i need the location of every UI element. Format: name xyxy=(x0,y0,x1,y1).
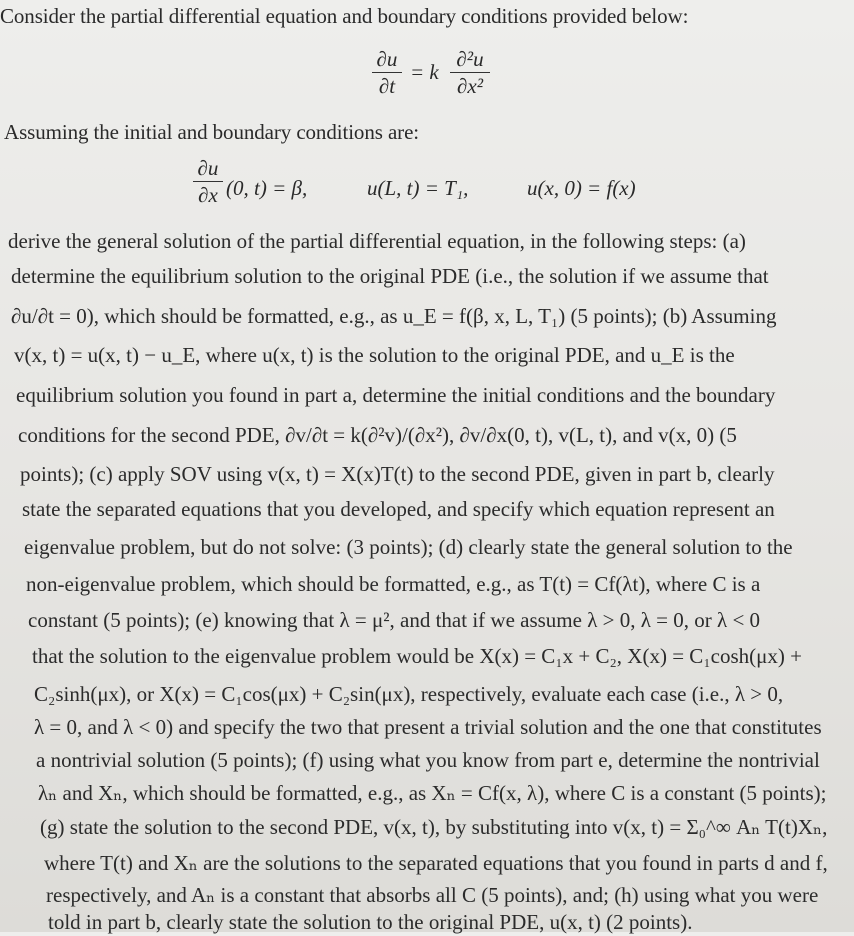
body-line: told in part b, clearly state the solution to the original PDE, u(x, t) (2 points). xyxy=(48,910,693,934)
body-line: λ = 0, and λ < 0) and specify the two that present a trivial solution and the one that constitutes xyxy=(34,715,822,739)
body-line: eigenvalue problem, but do not solve: (3 points); (d) clearly state the general solution to the xyxy=(24,535,793,559)
pde-rhs-fraction xyxy=(450,47,490,98)
pde-rhs-numerator: ∂²u xyxy=(456,47,484,71)
body-line: v(x, t) = u(x, t) − u_E, where u(x, t) is the solution to the original PDE, and u_E is the xyxy=(14,343,735,367)
body-line: conditions for the second PDE, ∂v/∂t = k(∂²v)/(∂x²), ∂v/∂x(0, t), v(L, t), and v(x, 0) (5 xyxy=(18,423,737,447)
body-line: determine the equilibrium solution to the original PDE (i.e., the solution if we assume that xyxy=(11,264,769,288)
body-line: respectively, and Aₙ is a constant that absorbs all C (5 points), and; (h) using what you were xyxy=(46,883,819,907)
body-line: equilibrium solution you found in part a, determine the initial conditions and the boundary xyxy=(16,383,776,407)
pde-rhs-denominator: ∂x² xyxy=(457,74,483,98)
intro-text: Consider the partial differential equation and boundary conditions provided below: xyxy=(0,4,689,28)
bc1-fraction xyxy=(193,156,223,207)
bc1-denominator: ∂x xyxy=(198,183,218,207)
body-line: where T(t) and Xₙ are the solutions to the separated equations that you found in parts d and f, xyxy=(44,851,828,875)
body-line: C₂sinh(μx), or X(x) = C₁cos(μx) + C₂sin(μx), respectively, evaluate each case (i.e., λ > 0, xyxy=(34,682,784,706)
pde-equals-k: = k xyxy=(410,60,439,84)
pde-lhs-numerator: ∂u xyxy=(376,47,398,71)
body-line: points); (c) apply SOV using v(x, t) = X(x)T(t) to the second PDE, given in part b, clearly xyxy=(20,462,775,486)
body-line: λₙ and Xₙ, which should be formatted, e.g., as Xₙ = Cf(x, λ), where C is a constant (5 points); xyxy=(38,781,827,805)
body-line: (g) state the solution to the second PDE, v(x, t), by substituting into v(x, t) = Σ₀^∞ Aₙ T(t)Xₙ, xyxy=(40,815,828,839)
body-line: derive the general solution of the partial differential equation, in the following steps: (a) xyxy=(8,229,746,253)
assuming-text: Assuming the initial and boundary conditions are: xyxy=(4,120,420,144)
bc1-numerator: ∂u xyxy=(197,156,219,180)
body-line: a nontrivial solution (5 points); (f) using what you know from part e, determine the nontrivial xyxy=(36,748,820,772)
body-line: non-eigenvalue problem, which should be formatted, e.g., as T(t) = Cf(λt), where C is a xyxy=(26,572,761,596)
body-line: that the solution to the eigenvalue problem would be X(x) = C₁x + C₂, X(x) = C₁cosh(μx) + xyxy=(32,644,802,668)
initial-condition: u(x, 0) = f(x) xyxy=(527,176,636,200)
body-line: ∂u/∂t = 0), which should be formatted, e.g., as u_E = f(β, x, L, T₁) (5 points); (b) Assuming xyxy=(11,304,777,328)
pde-lhs-denominator: ∂t xyxy=(378,74,396,98)
body-line: state the separated equations that you developed, and specify which equation represent an xyxy=(22,497,775,521)
pde-lhs-fraction xyxy=(372,47,402,98)
bc2: u(L, t) = T₁, xyxy=(367,176,469,200)
bc1-rest: (0, t) = β, xyxy=(226,176,308,200)
body-line: constant (5 points); (e) knowing that λ = μ², and that if we assume λ > 0, λ = 0, or λ < 0 xyxy=(28,608,761,632)
